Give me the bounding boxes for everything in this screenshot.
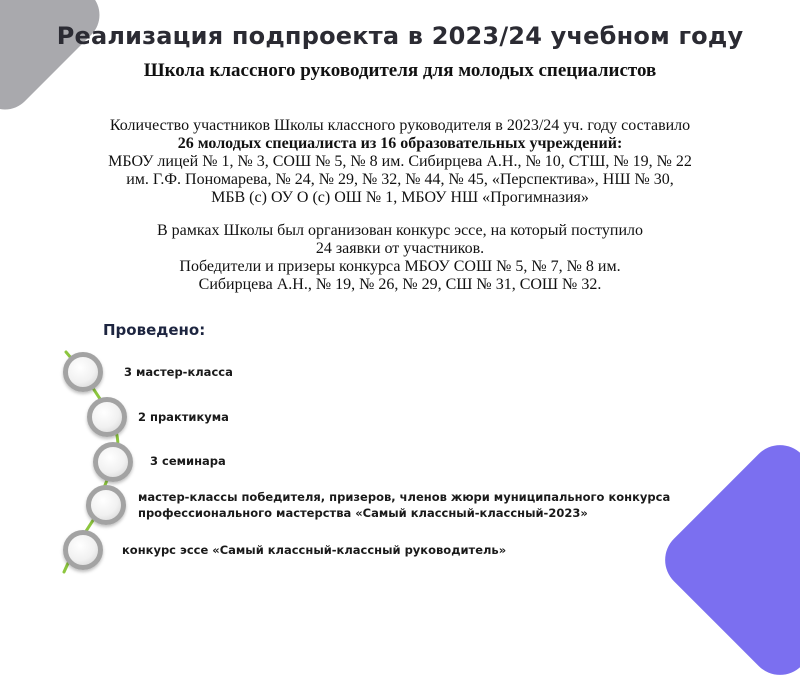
page-subtitle: Школа классного руководителя для молодых специалистов	[143, 60, 657, 81]
timeline-node-1	[63, 352, 103, 392]
page-title: Реализация подпроекта в 2023/24 учебном году	[56, 22, 744, 50]
timeline-node-3	[93, 442, 133, 482]
participants-count-bold: 26 молодых специалиста из 16 образовательных учреждений:	[177, 135, 623, 152]
participants-line-1: Количество участников Школы классного руководителя в 2023/24 уч. году составило	[109, 117, 691, 134]
conducted-item-4-line-2: профессионального мастерства «Самый классный-классный-2023»	[138, 506, 588, 520]
contest-line-3: Победители и призеры конкурса МБОУ СОШ № 5, № 7, № 8 им.	[179, 258, 621, 275]
contest-line-2: 24 заявки от участников.	[315, 240, 485, 257]
conducted-item-essay-contest: конкурс эссе «Самый классный-классный руководитель»	[122, 543, 507, 557]
contest-line-1: В рамках Школы был организован конкурс эссе, на который поступило	[156, 222, 644, 239]
conducted-heading: Проведено:	[103, 321, 206, 339]
decorative-purple-corner	[653, 433, 800, 687]
participants-paragraph	[50, 117, 750, 207]
participants-line-4: им. Г.Ф. Пономарева, № 24, № 29, № 32, № 44, № 45, «Перспектива», НШ № 30,	[126, 171, 674, 188]
participants-line-5: МБВ (с) ОУ О (с) ОШ № 1, МБОУ НШ «Прогимназия»	[211, 189, 589, 206]
participants-line-3: МБОУ лицей № 1, № 3, СОШ № 5, № 8 им. Сибирцева А.Н., № 10, СТШ, № 19, № 22	[108, 153, 692, 170]
timeline-node-2	[87, 397, 127, 437]
timeline-node-5	[63, 530, 103, 570]
timeline-node-4	[86, 485, 126, 525]
conducted-item-4-line-1: мастер-классы победителя, призеров, членов жюри муниципального конкурса	[138, 490, 671, 504]
conducted-item-seminars: 3 семинара	[150, 454, 226, 468]
conducted-item-contest-master-classes	[138, 489, 670, 521]
conducted-item-master-classes: 3 мастер-класса	[124, 365, 233, 379]
conducted-item-practicums: 2 практикума	[138, 410, 229, 424]
contest-line-4: Сибирцева А.Н., № 19, № 26, № 29, СШ № 31, СОШ № 32.	[198, 276, 602, 293]
contest-paragraph	[50, 222, 750, 294]
